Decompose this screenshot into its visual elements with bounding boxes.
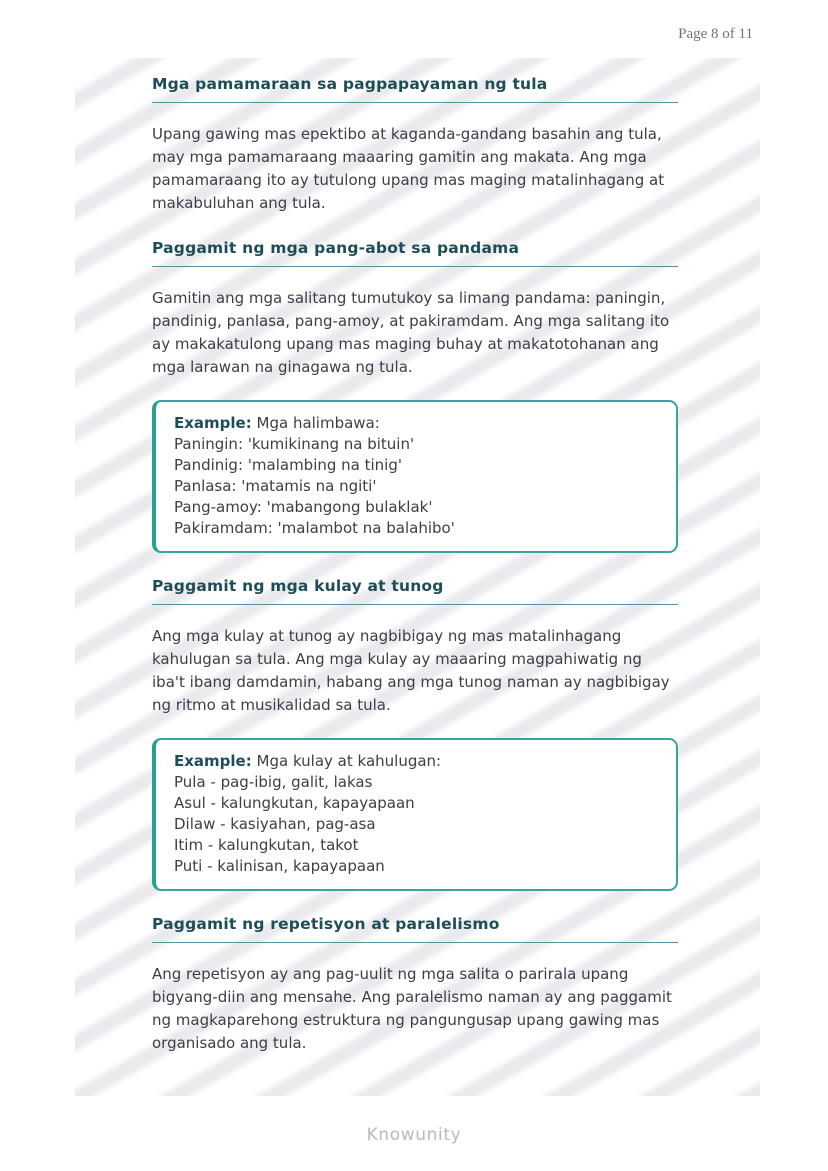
- example-line: Pula - pag-ibig, galit, lakas: [174, 773, 373, 791]
- example-box-pandama: [152, 400, 678, 553]
- content-area: [75, 58, 760, 1096]
- example-label: Example:: [174, 752, 252, 770]
- section-heading-repetisyon: Paggamit ng repetisyon at paralelismo: [152, 915, 678, 943]
- example-line: Panlasa: 'matamis na ngiti': [174, 477, 377, 495]
- example-line: Pang-amoy: 'mabangong bulaklak': [174, 498, 433, 516]
- example-line: Pandinig: 'malambing na tinig': [174, 456, 402, 474]
- document-content: [75, 58, 760, 1055]
- page-indicator: Page 8 of 11: [678, 26, 753, 42]
- example-intro: Mga kulay at kahulugan:: [256, 752, 442, 770]
- section-paragraph: Upang gawing mas epektibo at kaganda-gandang basahin ang tula, may mga pamamaraang maaaring gamitin ang makata. Ang mga pamamaraang ito ay tutulong upang mas maging matalinhagang at makabuluhan ang tula.: [152, 125, 665, 212]
- section-heading-pamamaraan: Mga pamamaraan sa pagpapayaman ng tula: [152, 75, 678, 103]
- example-intro-line: [174, 751, 660, 772]
- section-heading-pandama: Paggamit ng mga pang-abot sa pandama: [152, 239, 678, 267]
- example-box-kulay: [152, 738, 678, 891]
- section-heading-kulay-tunog: Paggamit ng mga kulay at tunog: [152, 577, 678, 605]
- example-intro: Mga halimbawa:: [256, 414, 380, 432]
- example-line: Itim - kalungkutan, takot: [174, 836, 359, 854]
- example-label: Example:: [174, 414, 252, 432]
- footer-brand: Knowunity: [366, 1125, 462, 1145]
- section-paragraph: Gamitin ang mga salitang tumutukoy sa limang pandama: paningin, pandinig, panlasa, pang-amoy, at pakiramdam. Ang mga salitang ito ay makakatulong upang mas maging buhay at makatotohanan ang mga larawan na ginagawa ng tula.: [152, 289, 670, 376]
- example-line: Paningin: 'kumikinang na bituin': [174, 435, 415, 453]
- example-line: Pakiramdam: 'malambot na balahibo': [174, 519, 455, 537]
- example-intro-line: [174, 413, 660, 434]
- section-paragraph: Ang mga kulay at tunog ay nagbibigay ng mas matalinhagang kahulugan sa tula. Ang mga kulay ay maaaring magpahiwatig ng iba't ibang damdamin, habang ang mga tunog naman ay nagbibigay ng ritmo at musikalidad sa tula.: [152, 627, 670, 714]
- section-paragraph: Ang repetisyon ay ang pag-uulit ng mga salita o parirala upang bigyang-diin ang mensahe. Ang paralelismo naman ay ang paggamit ng magkaparehong estruktura ng pangungusap upang gawing mas organisado ang tula.: [152, 965, 672, 1052]
- example-line: Asul - kalungkutan, kapayapaan: [174, 794, 415, 812]
- example-line: Dilaw - kasiyahan, pag-asa: [174, 815, 376, 833]
- example-line: Puti - kalinisan, kapayapaan: [174, 857, 385, 875]
